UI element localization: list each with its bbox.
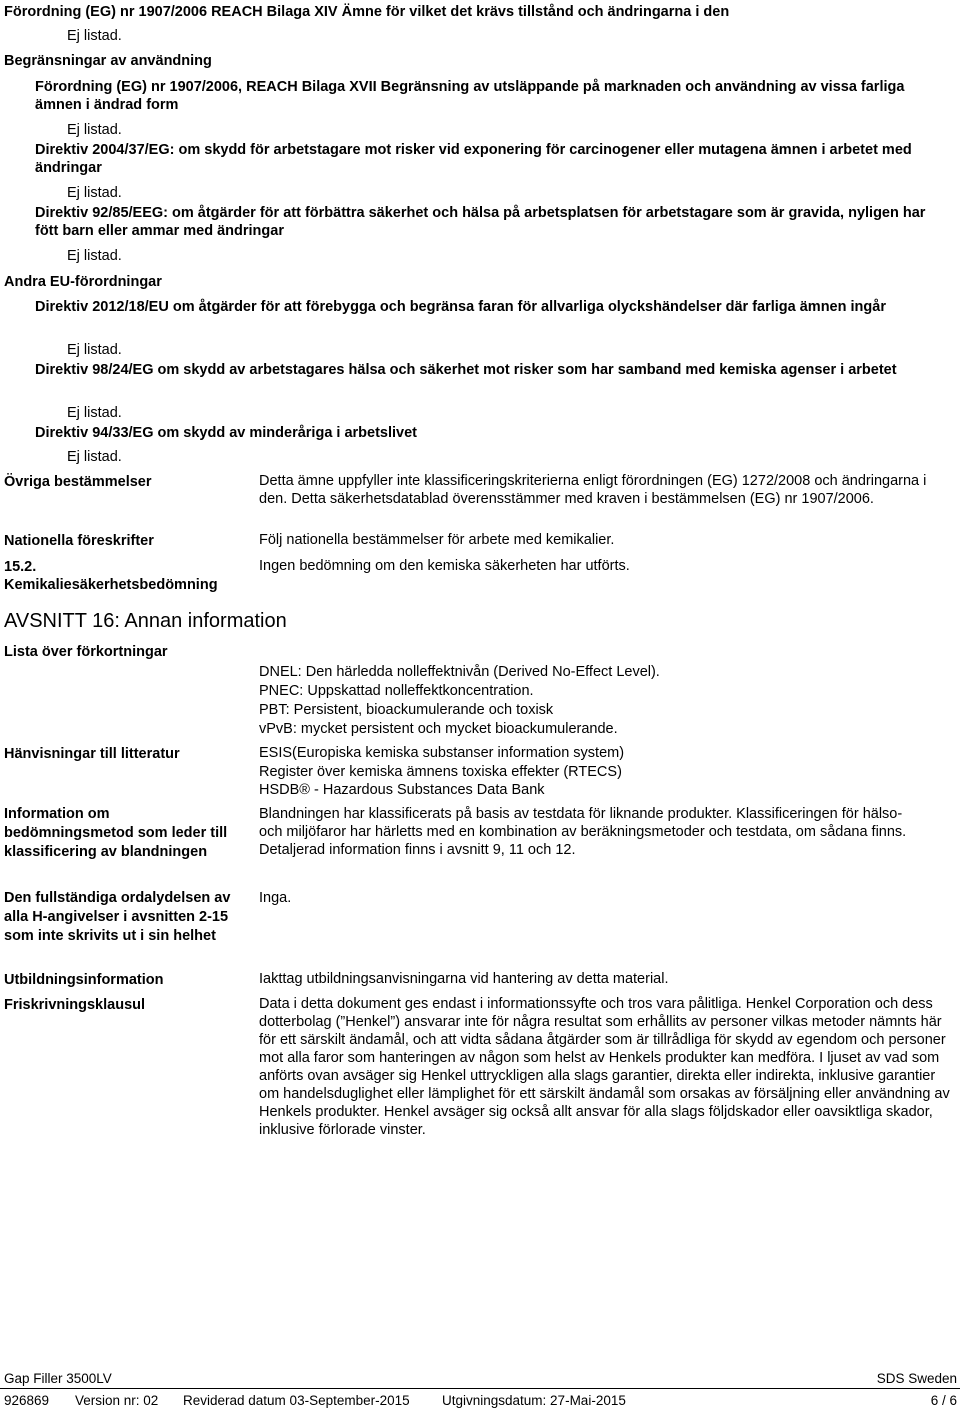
abbreviation-line: DNEL: Den härledda nolleffektnivån (Derived No-Effect Level). [259,664,660,680]
disclaimer-value: Data i detta dokument ges endast i informationssyfte och tros vara pålitliga. Henkel Corporation och dess dotterbolag (”Henkel”) ansvarar inte för några resultat som erhållits av personer vilkas metoder nämnts här för ett särskilt ändamål, och att vidta sådana åtgärder som är tillrådliga för skydd av egendom och personer mot alla faror som hanteringen av någon som helst av Henkels produkter kan medföra. I ljuset av vad som anförts ovan avsäger sig Henkel uttryckligen alla slags garantier, direkta eller indirekta, inklusive garantier om handelsduglighet eller lämplighet för ett särskilt ändamål som orsakas av försäljning eller användning av Henkels produkter. Henkel avsäger sig också allt ansvar för alla slags följdskador eller oavsiktliga skador, inklusive förlorade vinster. [259,996,950,1138]
disclaimer-label: Friskrivningsklausul [4,997,146,1013]
directive-2004-heading: Direktiv 2004/37/EG: om skydd för arbetstagare mot risker vid exponering för carcinogener eller mutagena ämnen i arbetet med ändringar [35,142,912,176]
other-provisions-value: Detta ämne uppfyller inte klassificeringskriterierna enligt förordningen (EG) 1272/2008 och ändringarna i den. Detta säkerhetsdatablad överensstämmer med kraven i bestämmelsen (EG) nr 1907/2006. [259,473,927,507]
other-provisions-label: Övriga bestämmelser [4,474,152,490]
directive-2004-value: Ej listad. [67,185,122,201]
abbreviation-line: PBT: Persistent, bioackumulerande och toxisk [259,702,554,718]
reach-annex14-value: Ej listad. [67,28,122,44]
chemical-safety-assessment-label: Kemikaliesäkerhetsbedömning [4,577,218,593]
reach-annex17-value: Ej listad. [67,122,122,138]
directive-94-value: Ej listad. [67,449,122,465]
footer-issue-date: Utgivningsdatum: 27-Mai-2015 [442,1393,626,1408]
reference-line: HSDB® - Hazardous Substances Data Bank [259,782,545,798]
footer-version: Version nr: 02 [75,1393,159,1408]
directive-98-value: Ej listad. [67,405,122,421]
section-15-2-number: 15.2. [4,559,37,575]
national-rules-label: Nationella föreskrifter [4,533,154,549]
other-eu-regulations-heading: Andra EU-förordningar [4,274,162,290]
h-statements-label: Den fullständiga ordalydelsen av alla H-angivelser i avsnitten 2-15 som inte skrivits ut i sin helhet [4,890,231,944]
abbreviation-line: PNEC: Uppskattad nolleffektkoncentration. [259,683,534,699]
footer-sds-country: SDS Sweden [876,1371,957,1386]
footer-divider [0,1388,960,1389]
directive-94-heading: Direktiv 94/33/EG om skydd av minderåriga i arbetslivet [35,425,418,441]
references-label: Hänvisningar till litteratur [4,746,180,762]
footer-product-name: Gap Filler 3500LV [4,1371,112,1386]
restrictions-heading: Begränsningar av användning [4,53,212,69]
reach-annex14-heading: Förordning (EG) nr 1907/2006 REACH Bilaga XIV Ämne för vilket det krävs tillstånd och ändringarna i den [4,4,730,20]
h-statements-value: Inga. [259,890,292,906]
training-label: Utbildningsinformation [4,972,164,988]
assessment-method-value: Blandningen har klassificerats på basis av testdata för liknande produkter. Klassificeringen för hälso- och miljöfaror har härletts med en kombination av beräkningsmetoder och testdata, om sådana finns. Detaljerad information finns i avsnitt 9, 11 och 12. [259,806,907,858]
national-rules-value: Följ nationella bestämmelser för arbete med kemikalier. [259,532,615,548]
footer-page-number: 6 / 6 [930,1393,957,1408]
assessment-method-label: Information om bedömningsmetod som leder till klassificering av blandningen [4,806,228,860]
reach-annex17-heading: Förordning (EG) nr 1907/2006, REACH Bilaga XVII Begränsning av utsläppande på marknaden och användning av vissa farliga ämnen i ändrad form [35,79,905,113]
directive-92-heading: Direktiv 92/85/EEG: om åtgärder för att förbättra säkerhet och hälsa på arbetsplatsen för arbetstagare som är gravida, nyligen har fött barn eller ammar med ändringar [35,205,926,239]
training-value: Iakttag utbildningsanvisningarna vid hantering av detta material. [259,971,669,987]
abbreviation-line: vPvB: mycket persistent och mycket bioackumulerande. [259,721,618,737]
abbreviations-label: Lista över förkortningar [4,644,168,660]
reference-line: ESIS(Europiska kemiska substanser information system) [259,745,625,761]
directive-92-value: Ej listad. [67,248,122,264]
chemical-safety-assessment-value: Ingen bedömning om den kemiska säkerheten har utförts. [259,558,630,574]
directive-2012-heading: Direktiv 2012/18/EU om åtgärder för att förebygga och begränsa faran för allvarliga olyckshändelser där farliga ämnen ingår [35,299,886,315]
directive-2012-value: Ej listad. [67,342,122,358]
reference-line: Register över kemiska ämnens toxiska effekter (RTECS) [259,764,622,780]
section-16-title: AVSNITT 16: Annan information [4,610,287,632]
footer-revised-date: Reviderad datum 03-September-2015 [183,1393,410,1408]
directive-98-heading: Direktiv 98/24/EG om skydd av arbetstagares hälsa och säkerhet mot risker som har samband med kemiska agenser i arbetet [35,362,897,378]
footer-doc-number: 926869 [4,1393,50,1408]
